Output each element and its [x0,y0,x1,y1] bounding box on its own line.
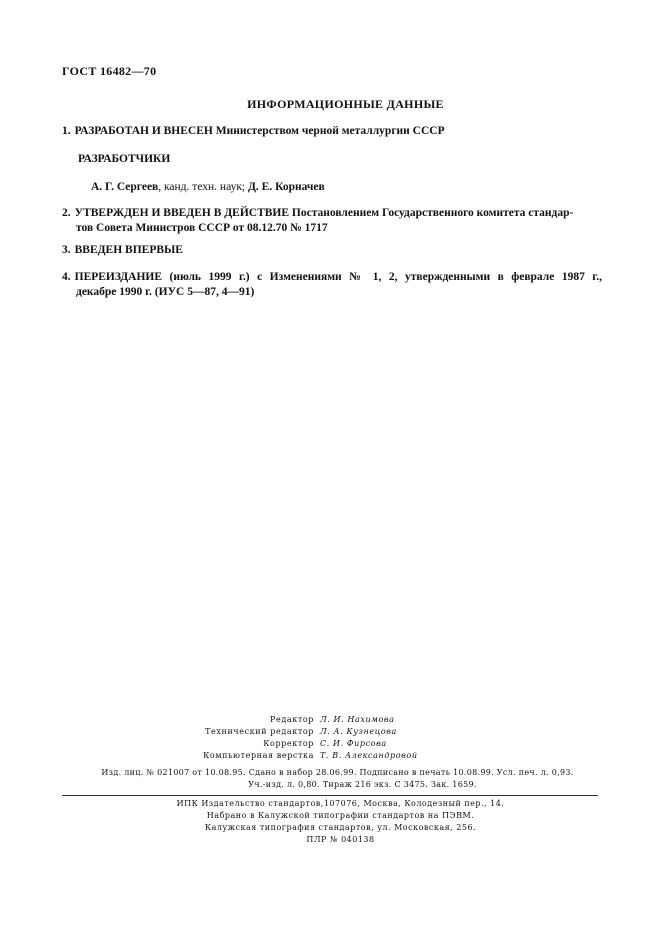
item-text: ВВЕДЕН ВПЕРВЫЕ [74,244,183,256]
publication-info [0,767,661,791]
standard-code: ГОСТ 16482—70 [62,64,157,78]
imprint-line-1: ИПК Издательство стандартов,107076, Москва, Колодезный пер., 14. [176,799,505,808]
credit-row [0,726,661,738]
credit-role: Технический редактор [205,727,314,736]
imprint-line-3: Калужская типография стандартов, ул. Московская, 256. [204,823,477,832]
imprint-block [0,798,661,846]
credit-person: Л. И. Нахимова [320,715,395,724]
credit-role: Редактор [270,715,314,724]
info-item-3 [62,243,462,258]
item-text-line1: ПЕРЕИЗДАНИЕ (июль 1999 г.) с Изменениями № 1, 2, утвержденными в феврале 1987 г., [74,271,602,283]
credit-row [0,738,661,750]
credit-row [0,714,661,726]
item-text-line1: УТВЕРЖДЕН И ВВЕДЕН В ДЕЙСТВИЕ Постановлением Государственного комитета стандар- [74,207,574,219]
credit-person: Т. В. Александровой [320,751,418,760]
info-item-4 [62,270,602,300]
credit-person: С. И. Фирсова [320,739,387,748]
item-text-line2: тов Совета Министров СССР от 08.12.70 № 1717 [76,222,328,234]
developer-degree: , канд. техн. наук; [158,181,249,193]
developer-name: А. Г. Сергеев [91,181,159,193]
credit-row [0,750,661,762]
developer-name: Д. Е. Корначев [248,181,325,193]
credits-block [0,714,661,762]
item-number: 1. [62,125,71,137]
item-text: РАЗРАБОТАН И ВНЕСЕН Министерством черной металлургии СССР [74,125,445,137]
publication-line-2: Уч.-изд. л. 0,80. Тираж 216 экз. С 3475. Зак. 1659. [248,780,477,789]
imprint-line-4: ПЛР № 040138 [306,835,375,844]
credit-person: Л. А. Кузнецова [320,727,397,736]
divider-rule [62,795,598,796]
developers-heading: РАЗРАБОТЧИКИ [78,153,171,165]
publication-line-1: Изд. лиц. № 021007 от 10.08.95. Сдано в набор 28.06.99. Подписано в печать 10.08.99. Усл. печ. л. 0,93. [101,768,574,777]
item-number: 3. [62,244,71,256]
item-line1 [62,270,602,285]
credit-role: Компьютерная верстка [203,751,314,760]
item-number: 4. [62,271,71,283]
info-item-2 [62,206,602,236]
item-text-line2: декабре 1990 г. (ИУС 5—87, 4—91) [76,286,255,298]
section-title: ИНФОРМАЦИОННЫЕ ДАННЫЕ [247,97,444,111]
developers-list [91,180,591,195]
info-item-1 [62,124,622,139]
imprint-line-2: Набрано в Калужской типографии стандартов на ПЭВМ. [206,811,475,820]
credit-role: Корректор [263,739,314,748]
item-number: 2. [62,207,71,219]
